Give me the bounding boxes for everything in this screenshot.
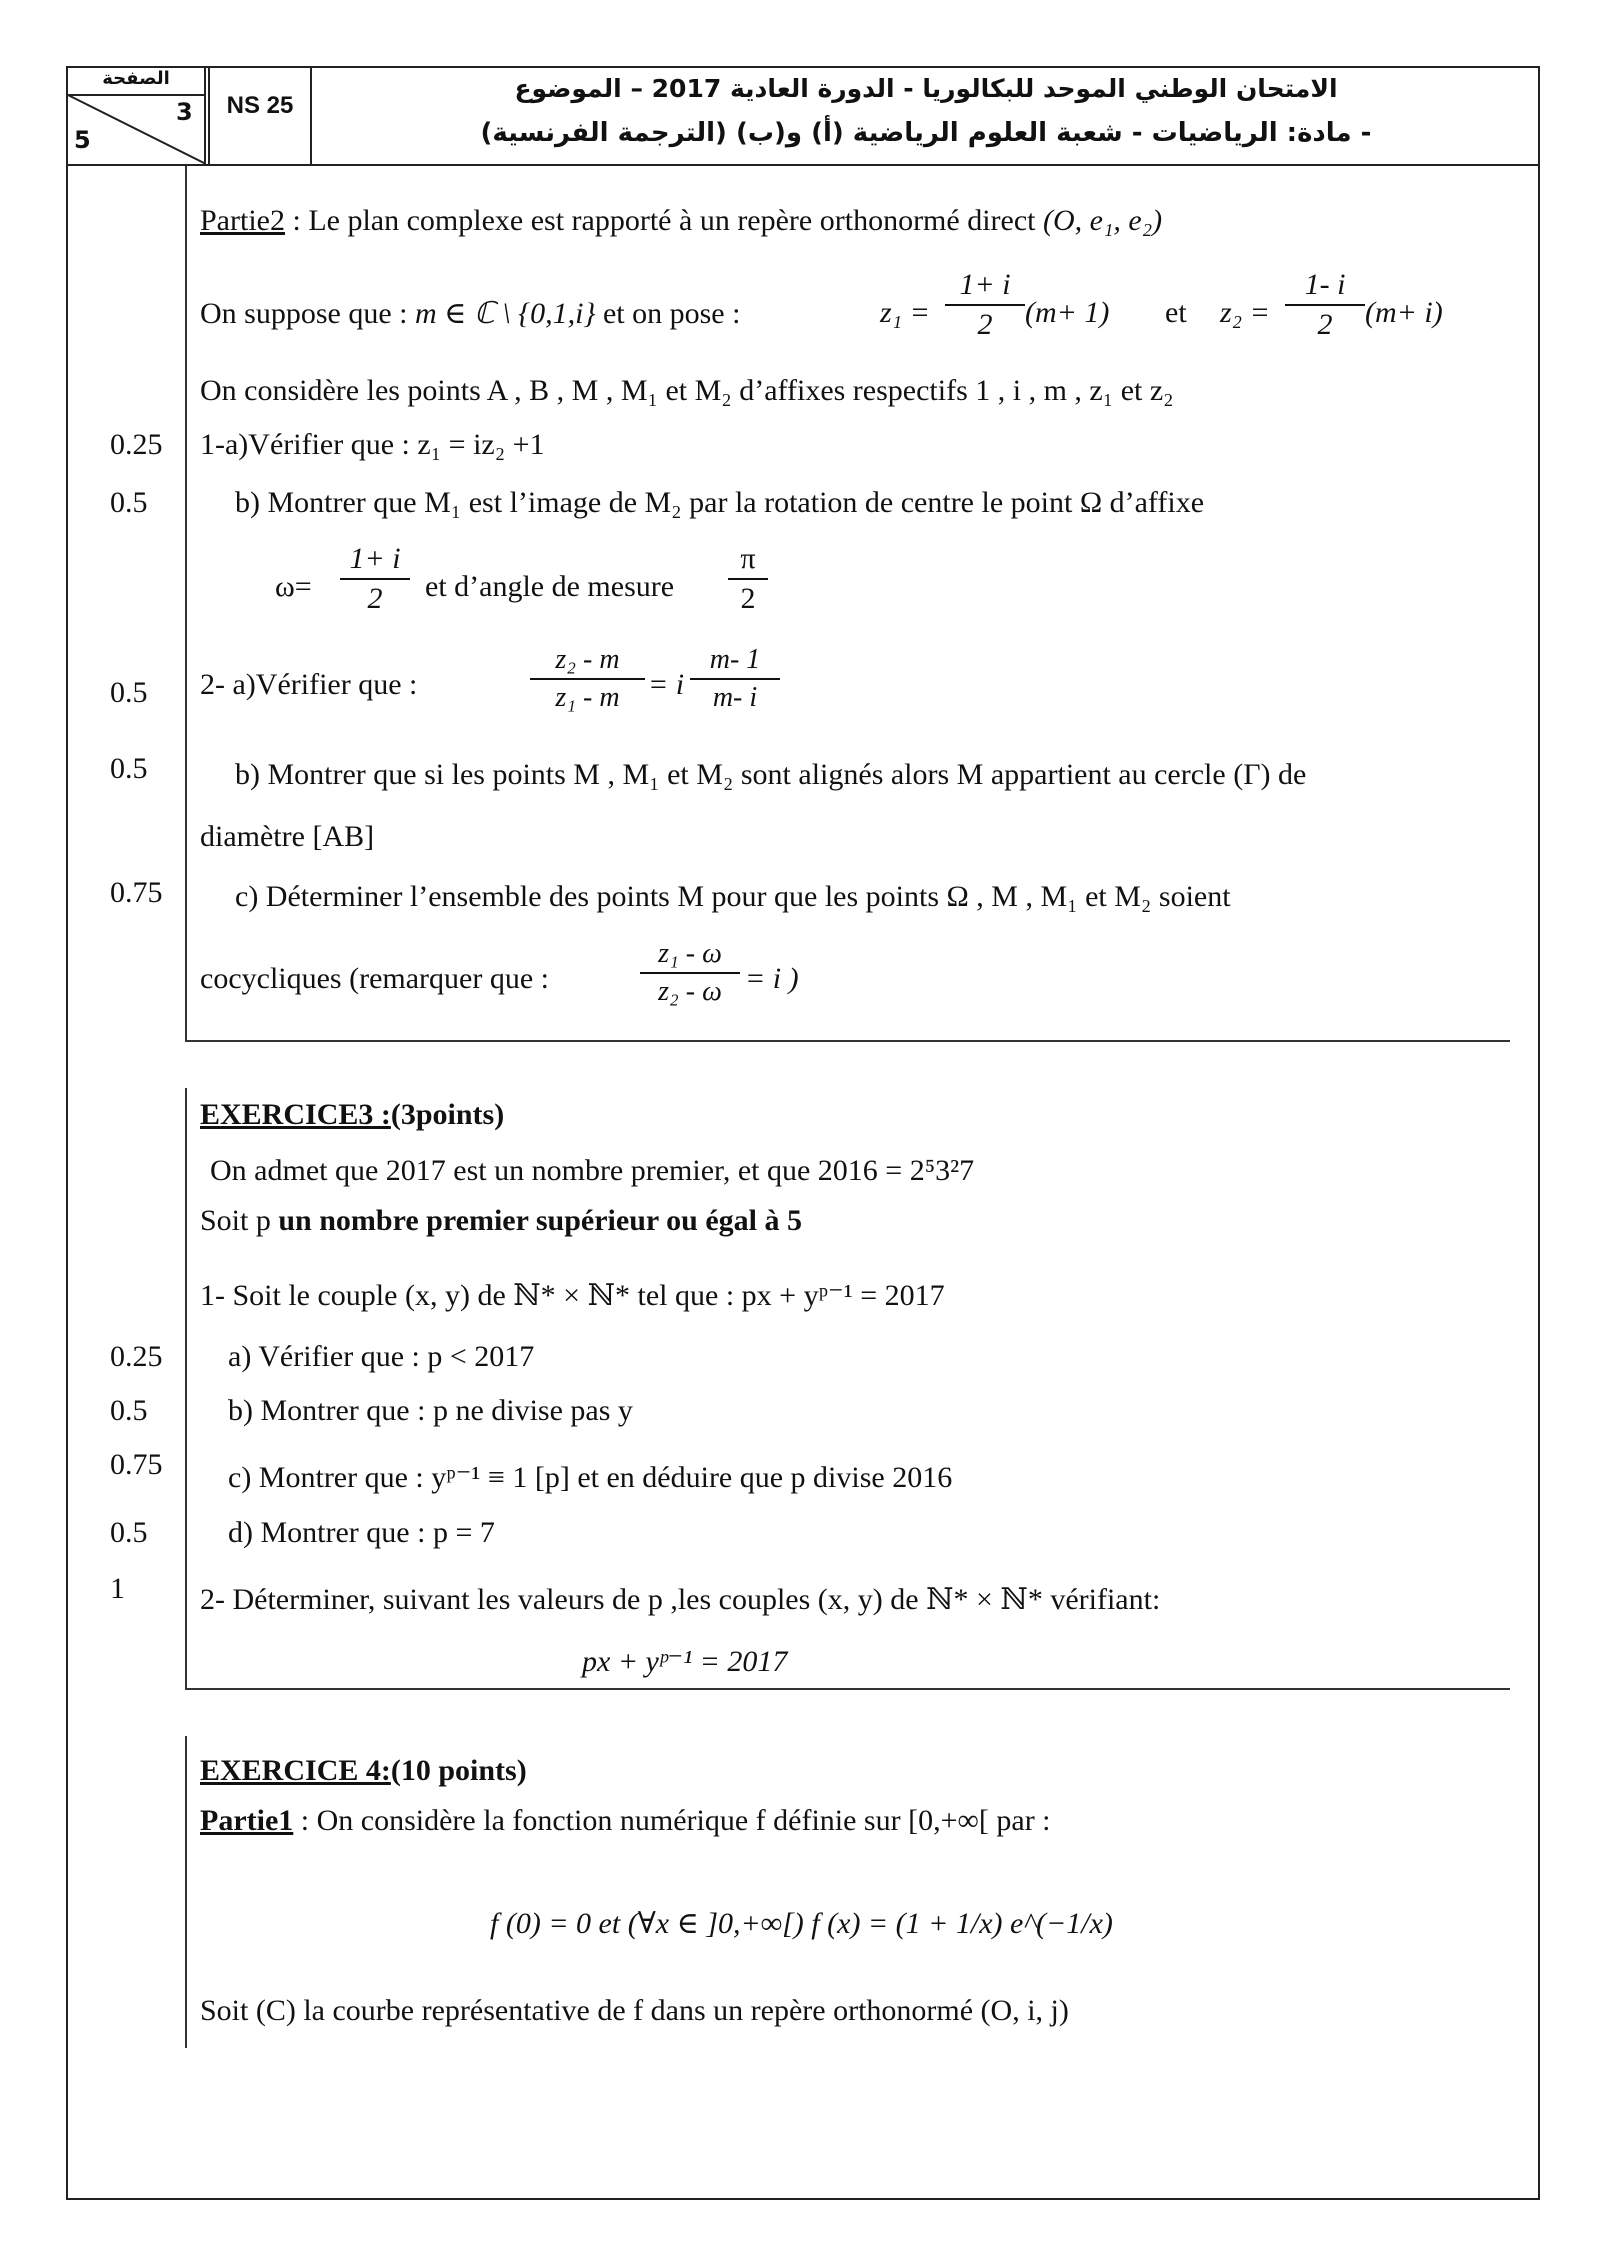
angle-fraction [728,542,768,616]
z2-denominator: 2 [1317,308,1333,341]
score-q1b: 0.5 [110,486,148,519]
score-q2b: 0.5 [110,752,148,785]
omega-numerator: 1+ i [349,542,401,575]
q2a-right-numerator: m- 1 [709,644,761,675]
exam-code: NS 25 [208,66,312,164]
q2a-equals: = i [648,668,685,701]
score-ex3-c: 0.75 [110,1448,163,1481]
margin-rule-3 [185,1736,187,2048]
z2-fraction-bar [1285,304,1365,306]
question-1a: 1-a)Vérifier que : z₁ = iz₂ +1 [200,428,545,461]
exercice3-q2: 2- Déterminer, suivant les valeurs de p ,les couples (x, y) de ℕ* × ℕ* vérifiant: [200,1583,1161,1616]
angle-fraction-bar [728,578,768,580]
page-total: 5 [74,126,91,154]
exercice3-q1d: d) Montrer que : p = 7 [228,1516,495,1549]
exercice3-heading [200,1098,504,1132]
z2-lhs: z₂ = [1220,296,1270,329]
q2a-right-fraction [690,644,780,714]
exam-title-line2: - مادة: الرياضيات - شعبة العلوم الرياضية (أ) و(ب) (الترجمة الفرنسية) [480,118,1372,148]
page-number: 3 [176,98,193,126]
question-1b: b) Montrer que M₁ est l’image de M₂ par la rotation de centre le point Ω d’affixe [235,486,1205,519]
suppose-text: On suppose que : [200,297,415,330]
partie2-frame: (O, e₁, e₂) [1043,204,1163,237]
section-divider-1 [185,1040,1510,1042]
suppose-set: m ∈ ℂ \ {0,1,i} [414,297,596,330]
exercice4-partie1-text: : On considère la fonction numérique f définie sur [0,+∞[ par : [293,1804,1051,1837]
exercice4-definition: f (0) = 0 et (∀x ∈ ]0,+∞[) f (x) = (1 + 1/x) e^(−1/x) [490,1907,1113,1940]
section-divider-2 [185,1688,1510,1690]
exercice3-points: (3points) [390,1098,505,1131]
z1-rhs: (m+ 1) [1025,296,1110,329]
exercice4-points: (10 points) [390,1754,527,1787]
q2a-left-bar [530,678,645,680]
question-2a: 2- a)Vérifier que : [200,668,418,701]
question-2c: c) Déterminer l’ensemble des points M pour que les points Ω , M , M₁ et M₂ soient [235,880,1231,913]
score-ex3-b: 0.5 [110,1394,148,1427]
z1-fraction-bar [945,304,1025,306]
exercice3-line1: On admet que 2017 est un nombre premier, et que 2016 = 2⁵3²7 [210,1154,975,1187]
margin-rule-2 [185,1088,187,1688]
exercice3-q1a: a) Vérifier que : p < 2017 [228,1340,535,1373]
suppose-text-2: et on pose : [595,297,741,330]
exercice4-heading [200,1754,527,1788]
exercice3-line2 [200,1204,802,1238]
q2c-fraction [640,938,740,1008]
exam-title [314,66,1538,164]
q2a-right-bar [690,678,780,680]
q2a-right-denominator: m- i [712,682,758,713]
q2c-equals: = i ) [745,962,799,995]
exercice3-line2-bold: un nombre premier supérieur ou égal à 5 [278,1204,802,1237]
exercice3-line2-start: Soit p [200,1204,279,1237]
score-q2a: 0.5 [110,676,148,709]
exercice3-q2-equation: px + yᵖ⁻¹ = 2017 [582,1645,788,1678]
score-ex3-d: 0.5 [110,1516,148,1549]
z1-denominator: 2 [977,308,993,341]
header-divider [66,164,1540,166]
page-number-box [66,66,206,164]
score-ex3-2: 1 [110,1572,125,1605]
score-q2c: 0.75 [110,876,163,909]
partie2-points: On considère les points A , B , M , M₁ et M₂ d’affixes respectifs 1 , i , m , z₁ et z₂ [200,374,1174,407]
q2c-fraction-bar [640,972,740,974]
exercice4-partie1-heading: Partie1 [200,1804,294,1837]
z1-lhs: z₁ = [880,296,930,329]
omega-fraction-bar [340,578,410,580]
z1-numerator: 1+ i [959,268,1011,301]
exercice3-q1c: c) Montrer que : yᵖ⁻¹ ≡ 1 [p] et en déduire que p divise 2016 [228,1461,953,1494]
q2c-denominator: z₂ - ω [658,976,722,1007]
score-q1a: 0.25 [110,428,163,461]
z-et: et [1165,296,1187,329]
exercice3-q1b: b) Montrer que : p ne divise pas y [228,1394,633,1427]
partie2-intro [200,204,1162,238]
exercice4-title: EXERCICE 4: [200,1754,391,1787]
exercice3-q1: 1- Soit le couple (x, y) de ℕ* × ℕ* tel que : px + yᵖ⁻¹ = 2017 [200,1279,945,1312]
partie2-heading: Partie2 [200,204,285,237]
exercice3-title: EXERCICE3 : [200,1098,391,1131]
exercice4-curve: Soit (C) la courbe représentative de f dans un repère orthonormé (O, i, j) [200,1994,1069,2027]
score-ex3-a: 0.25 [110,1340,163,1373]
exercice4-partie1 [200,1804,1051,1838]
z1-fraction [945,268,1025,342]
q2a-left-denominator: z₁ - m [555,682,620,713]
omega-angle-text: et d’angle de mesure [425,570,675,603]
question-2c-cont: cocycliques (remarquer que : [200,962,549,995]
question-2b-cont: diamètre [AB] [200,820,375,853]
q2c-numerator: z₁ - ω [658,938,722,969]
question-2b: b) Montrer que si les points M , M₁ et M₂ sont alignés alors M appartient au cercle (Γ) de [235,758,1307,791]
angle-numerator: π [740,542,756,575]
q2a-left-fraction [530,644,645,714]
margin-rule-1 [185,166,187,1040]
z2-numerator: 1- i [1304,268,1346,301]
angle-denominator: 2 [740,582,756,615]
partie2-intro-text: : Le plan complexe est rapporté à un repère orthonormé direct [284,204,1043,237]
partie2-suppose [200,296,740,331]
z2-fraction [1285,268,1365,342]
omega-denominator: 2 [367,582,383,615]
page-label: الصفحة [102,68,170,89]
omega-fraction [340,542,410,616]
z2-rhs: (m+ i) [1365,296,1443,329]
omega-lhs: ω= [275,570,312,603]
exam-title-line1: الامتحان الوطني الموحد للبكالوريا - الدورة العادية 2017 – الموضوع [514,74,1338,103]
q2a-left-numerator: z₂ - m [555,644,620,675]
